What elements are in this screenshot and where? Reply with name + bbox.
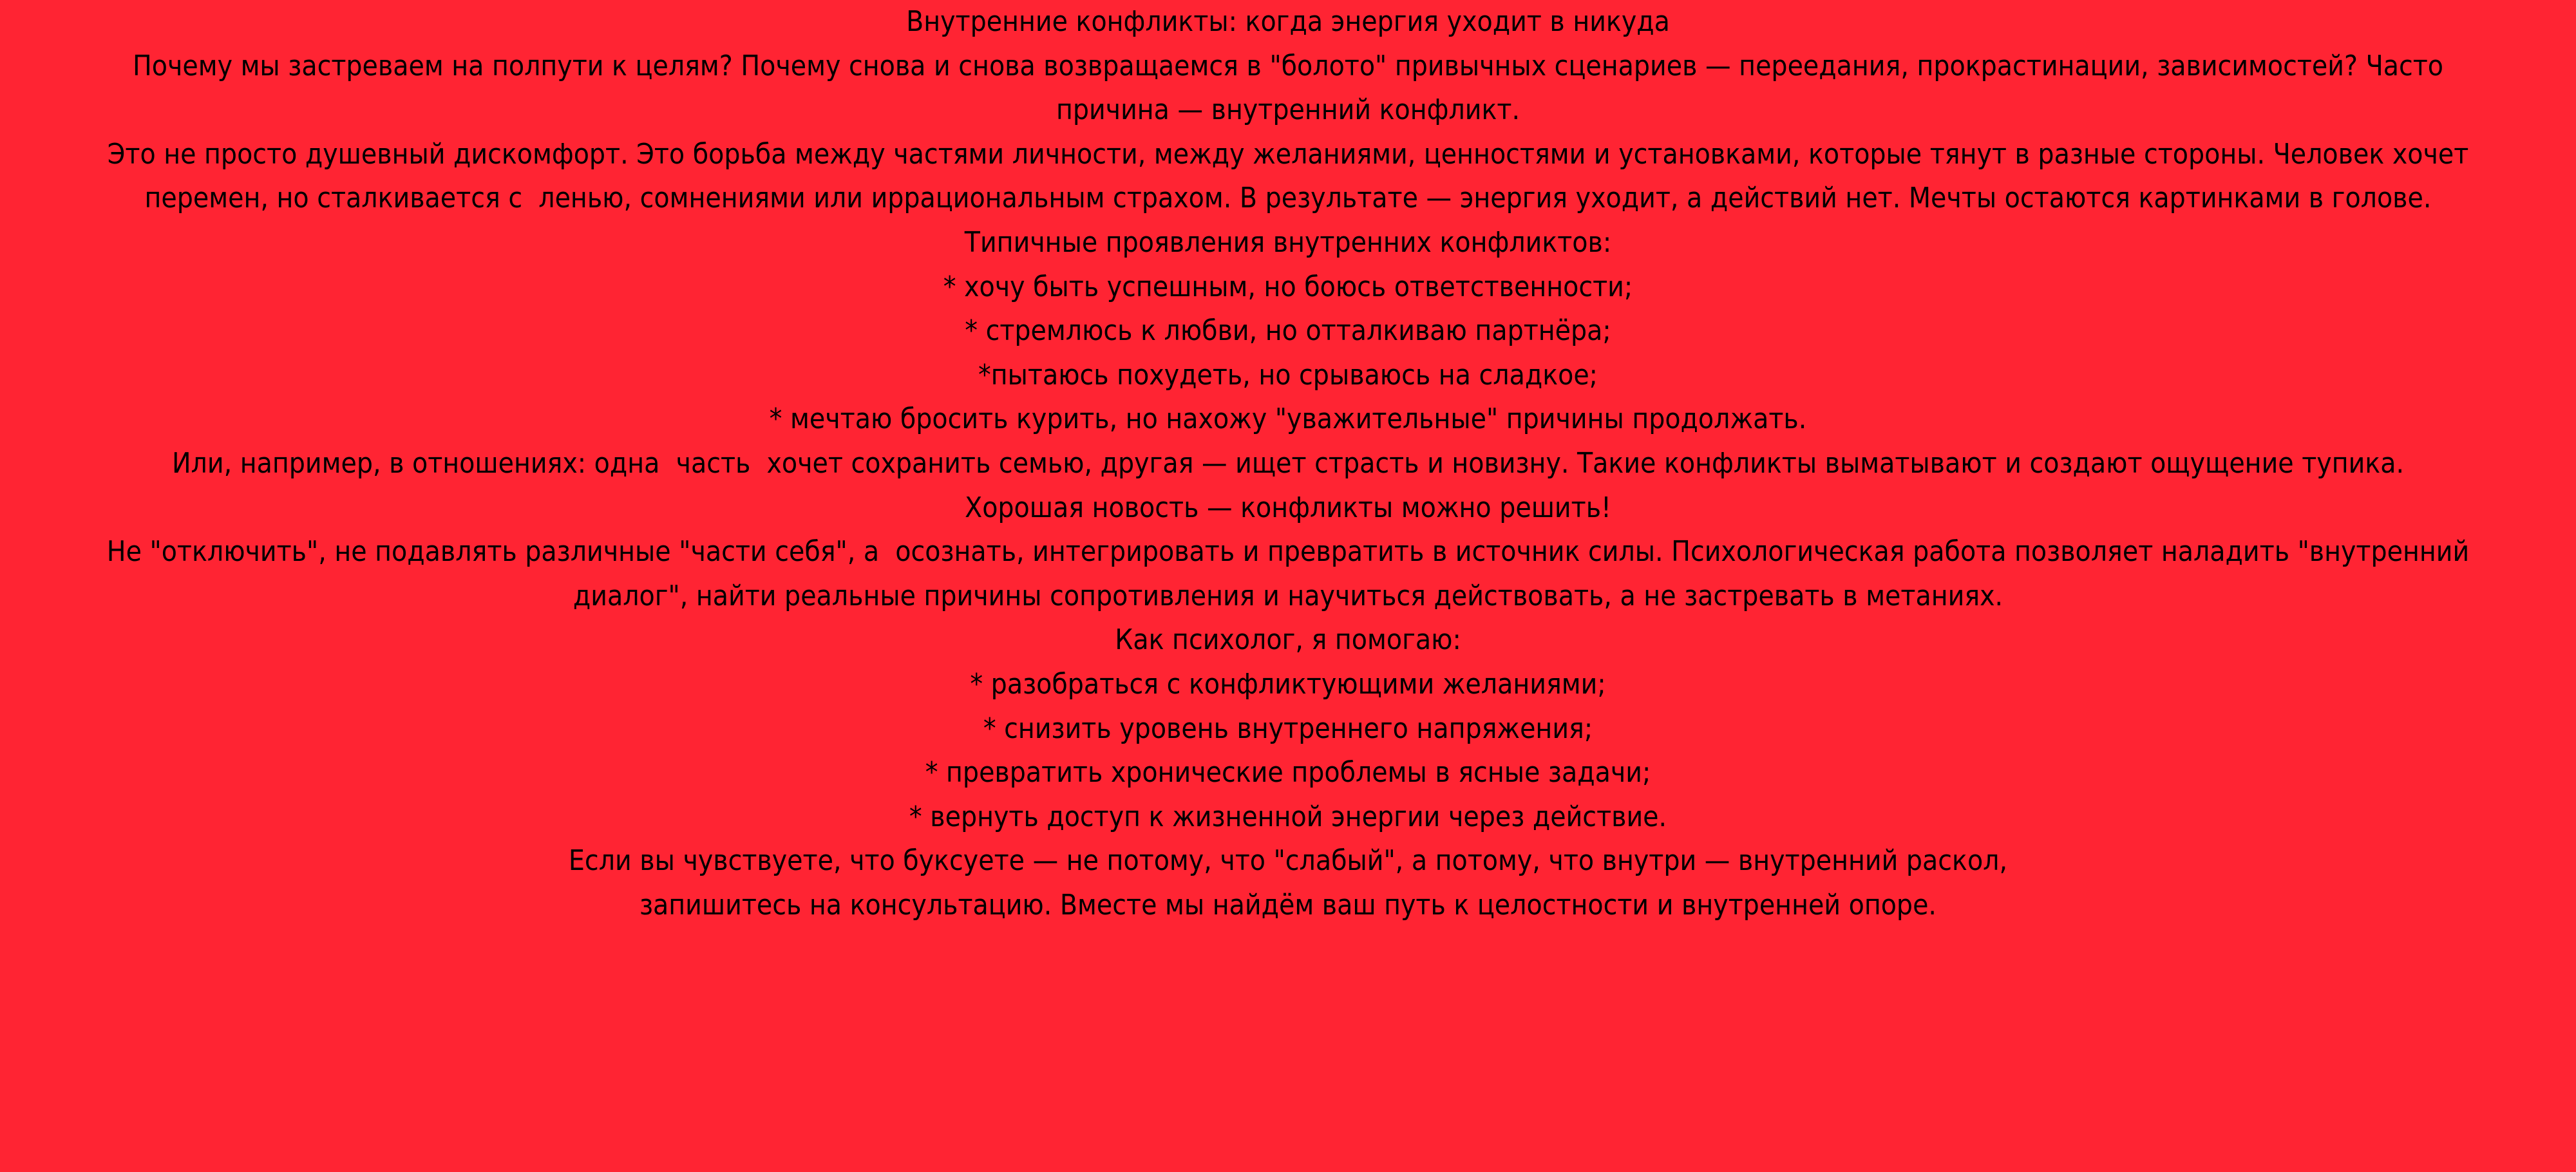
approach-line: Не "отключить", не подавлять различные "части себя", а осознать, интегрировать и превратить в источник силы. Психологическая работа позволяет наладить "внутренний <box>106 535 2470 569</box>
list-item: * стремлюсь к любви, но отталкиваю партнёра; <box>965 314 1611 348</box>
article-title: Внутренние конфликты: когда энергия уходит в никуда <box>906 5 1670 38</box>
good-news-heading: Хорошая новость — конфликты можно решить! <box>965 491 1611 524</box>
help-list <box>0 663 2576 839</box>
intro-paragraph <box>0 44 2576 133</box>
list-item: * разобраться с конфликтующими желаниями; <box>970 667 1606 701</box>
intro-line: причина — внутренний конфликт. <box>1056 93 1520 127</box>
cta-line: Если вы чувствуете, что буксуете — не потому, что "слабый", а потому, что внутри — внутренний раскол, <box>568 844 2008 878</box>
help-heading: Как психолог, я помогаю: <box>1115 623 1461 657</box>
list-item: * хочу быть успешным, но боюсь ответственности; <box>943 270 1633 303</box>
list-item: * вернуть доступ к жизненной энергии через действие. <box>909 800 1667 833</box>
list-item: * мечтаю бросить курить, но нахожу "уважительные" причины продолжать. <box>769 402 1807 436</box>
list-item: *пытаюсь похудеть, но срываюсь на сладкое; <box>978 358 1598 392</box>
list-item: * снизить уровень внутреннего напряжения; <box>983 712 1593 745</box>
list-item: * превратить хронические проблемы в ясные задачи; <box>925 756 1651 789</box>
relationships-paragraph: Или, например, в отношениях: одна часть хочет сохранить семью, другая — ищет страсть и новизну. Такие конфликты выматывают и создают ощущение тупика. <box>171 446 2405 480</box>
approach-line: диалог", найти реальные причины сопротивления и научиться действовать, а не застревать в метаниях. <box>573 579 2003 612</box>
description-line: Это не просто душевный дискомфорт. Это борьба между частями личности, между желаниями, ценностями и установками, которые тянут в разные стороны. Человек хочет <box>107 137 2469 171</box>
call-to-action <box>0 839 2576 927</box>
examples-heading: Типичные проявления внутренних конфликтов: <box>964 225 1612 259</box>
description-line: перемен, но сталкивается с ленью, сомнениями или иррациональным страхом. В результате — энергия уходит, а действий нет. Мечты остаются картинками в голове. <box>144 182 2432 215</box>
examples-list <box>0 265 2576 442</box>
cta-line: запишитесь на консультацию. Вместе мы найдём ваш путь к целостности и внутренней опоре. <box>639 888 1937 922</box>
description-paragraph <box>0 133 2576 221</box>
intro-line: Почему мы застреваем на полпути к целям? Почему снова и снова возвращаемся в "болото" привычных сценариев — переедания, прокрастинации, зависимостей? Часто <box>132 49 2444 82</box>
approach-paragraph <box>0 530 2576 618</box>
